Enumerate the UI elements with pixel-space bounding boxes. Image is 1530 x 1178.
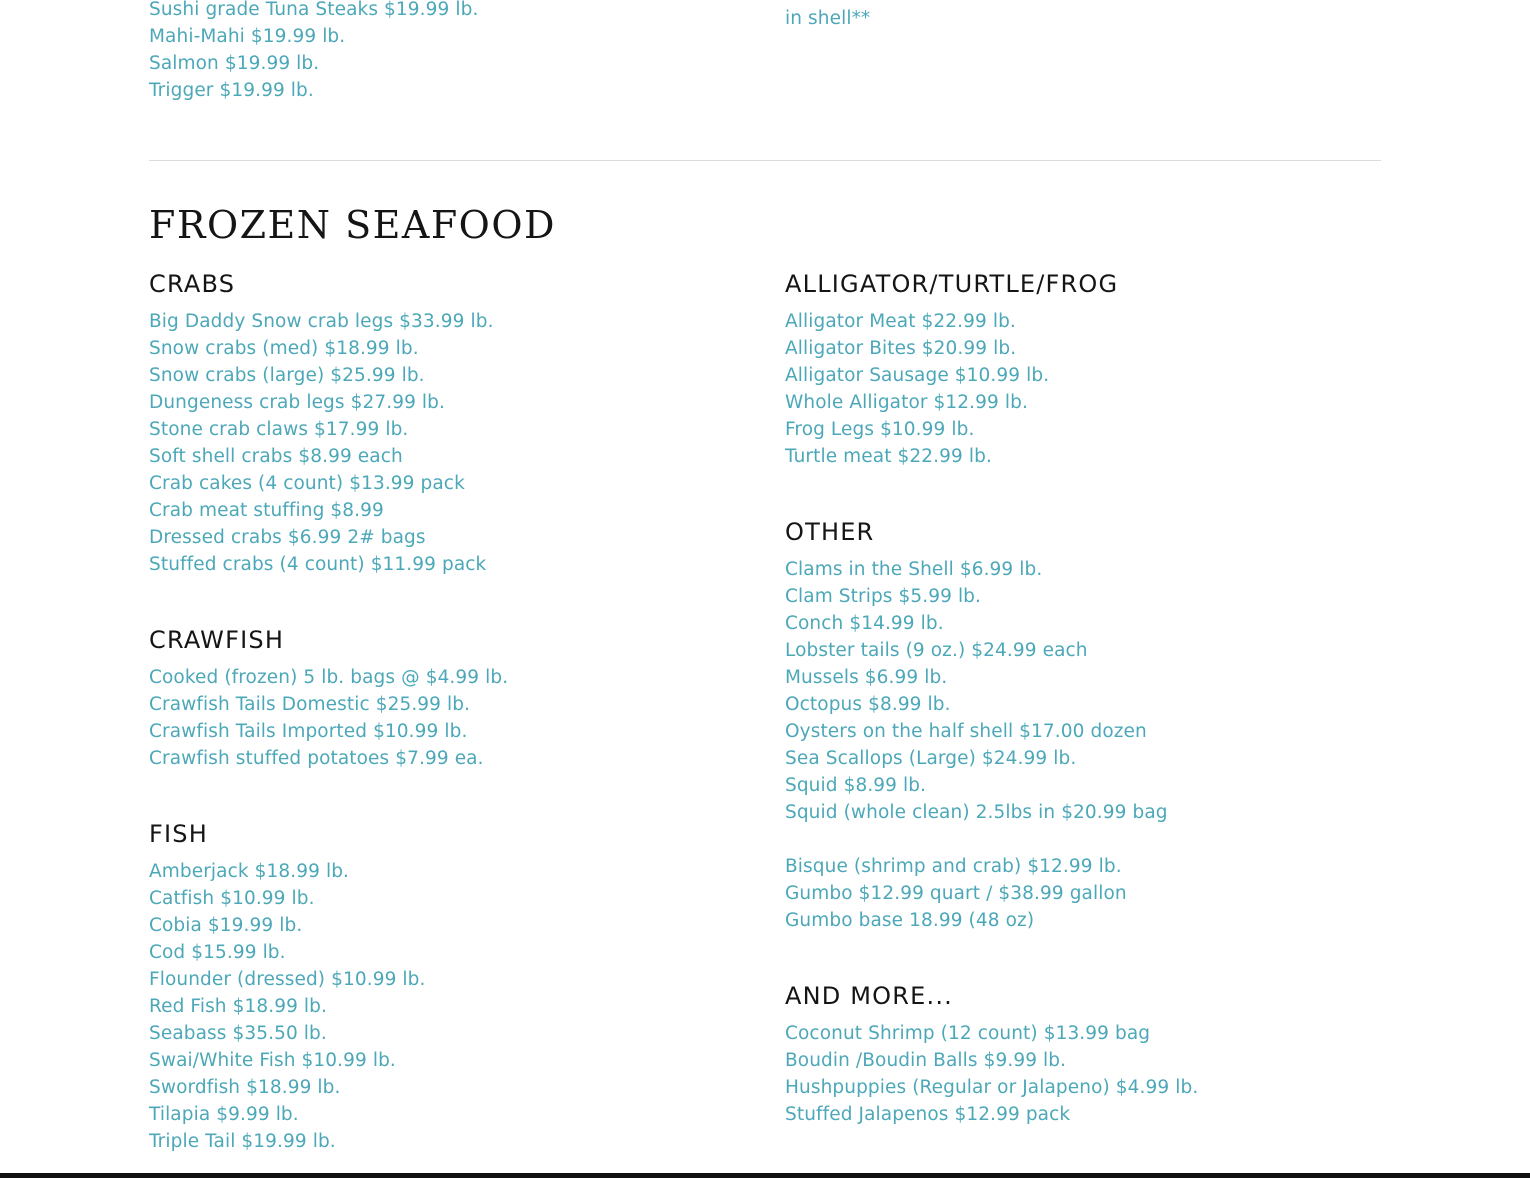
list-item: Crawfish Tails Domestic $25.99 lb.	[149, 694, 471, 715]
list-item: Turtle meat $22.99 lb.	[785, 446, 992, 467]
list-item: Coconut Shrimp (12 count) $13.99 bag	[785, 1023, 1151, 1044]
list-item: Gumbo $12.99 quart / $38.99 gallon	[785, 883, 1127, 904]
list-item: Gumbo base 18.99 (48 oz)	[785, 910, 1035, 931]
list-item: Squid (whole clean) 2.5lbs in $20.99 bag	[785, 802, 1168, 823]
list-item: Dressed crabs $6.99 2# bags	[149, 527, 426, 548]
list-item: Mussels $6.99 lb.	[785, 667, 948, 688]
section-divider	[149, 160, 1381, 161]
list-item: Flounder (dressed) $10.99 lb.	[149, 969, 426, 990]
list-item: Big Daddy Snow crab legs $33.99 lb.	[149, 311, 494, 332]
list-item: Cod $15.99 lb.	[149, 942, 286, 963]
list-item: Oysters on the half shell $17.00 dozen	[785, 721, 1147, 742]
more-heading: AND MORE...	[785, 982, 954, 1010]
list-item-fragment: in shell**	[785, 8, 871, 29]
list-item: Swordfish $18.99 lb.	[149, 1077, 341, 1098]
list-item: Alligator Bites $20.99 lb.	[785, 338, 1017, 359]
list-item: Triple Tail $19.99 lb.	[149, 1131, 336, 1152]
list-item: Clam Strips $5.99 lb.	[785, 586, 982, 607]
list-item: Stuffed Jalapenos $12.99 pack	[785, 1104, 1071, 1125]
list-item: Amberjack $18.99 lb.	[149, 861, 350, 882]
list-item: Alligator Meat $22.99 lb.	[785, 311, 1016, 332]
fish-heading: FISH	[149, 820, 208, 848]
list-item: Hushpuppies (Regular or Jalapeno) $4.99 lb.	[785, 1077, 1199, 1098]
list-item: Stone crab claws $17.99 lb.	[149, 419, 409, 440]
list-item: Snow crabs (large) $25.99 lb.	[149, 365, 425, 386]
list-item: Red Fish $18.99 lb.	[149, 996, 327, 1017]
list-item: Mahi-Mahi $19.99 lb.	[149, 26, 346, 47]
list-item: Cobia $19.99 lb.	[149, 915, 303, 936]
list-item: Dungeness crab legs $27.99 lb.	[149, 392, 445, 413]
list-item: Tilapia $9.99 lb.	[149, 1104, 299, 1125]
list-item: Swai/White Fish $10.99 lb.	[149, 1050, 396, 1071]
list-item: Crawfish stuffed potatoes $7.99 ea.	[149, 748, 484, 769]
list-item: Stuffed crabs (4 count) $11.99 pack	[149, 554, 487, 575]
crawfish-heading: CRAWFISH	[149, 626, 285, 654]
list-item: Catfish $10.99 lb.	[149, 888, 315, 909]
list-item: Boudin /Boudin Balls $9.99 lb.	[785, 1050, 1067, 1071]
crabs-heading: CRABS	[149, 270, 236, 298]
list-item: Soft shell crabs $8.99 each	[149, 446, 403, 467]
list-item: Trigger $19.99 lb.	[149, 80, 314, 101]
list-item: Crab meat stuffing $8.99	[149, 500, 384, 521]
list-item: Sea Scallops (Large) $24.99 lb.	[785, 748, 1077, 769]
list-item: Lobster tails (9 oz.) $24.99 each	[785, 640, 1088, 661]
footer-bar	[0, 1173, 1530, 1178]
list-item: Bisque (shrimp and crab) $12.99 lb.	[785, 856, 1122, 877]
other-heading: OTHER	[785, 518, 875, 546]
list-item: Octopus $8.99 lb.	[785, 694, 951, 715]
list-item: Cooked (frozen) 5 lb. bags @ $4.99 lb.	[149, 667, 509, 688]
list-item: Conch $14.99 lb.	[785, 613, 944, 634]
list-item: Sushi grade Tuna Steaks $19.99 lb.	[149, 0, 479, 20]
list-item: Salmon $19.99 lb.	[149, 53, 320, 74]
list-item: Squid $8.99 lb.	[785, 775, 927, 796]
list-item: Clams in the Shell $6.99 lb.	[785, 559, 1043, 580]
list-item: Snow crabs (med) $18.99 lb.	[149, 338, 419, 359]
section-title: FROZEN SEAFOOD	[149, 203, 556, 247]
list-item: Frog Legs $10.99 lb.	[785, 419, 975, 440]
alligator-heading: ALLIGATOR/TURTLE/FROG	[785, 270, 1119, 298]
list-item: Seabass $35.50 lb.	[149, 1023, 327, 1044]
list-item: Alligator Sausage $10.99 lb.	[785, 365, 1050, 386]
list-item: Whole Alligator $12.99 lb.	[785, 392, 1028, 413]
list-item: Crab cakes (4 count) $13.99 pack	[149, 473, 465, 494]
list-item: Crawfish Tails Imported $10.99 lb.	[149, 721, 468, 742]
